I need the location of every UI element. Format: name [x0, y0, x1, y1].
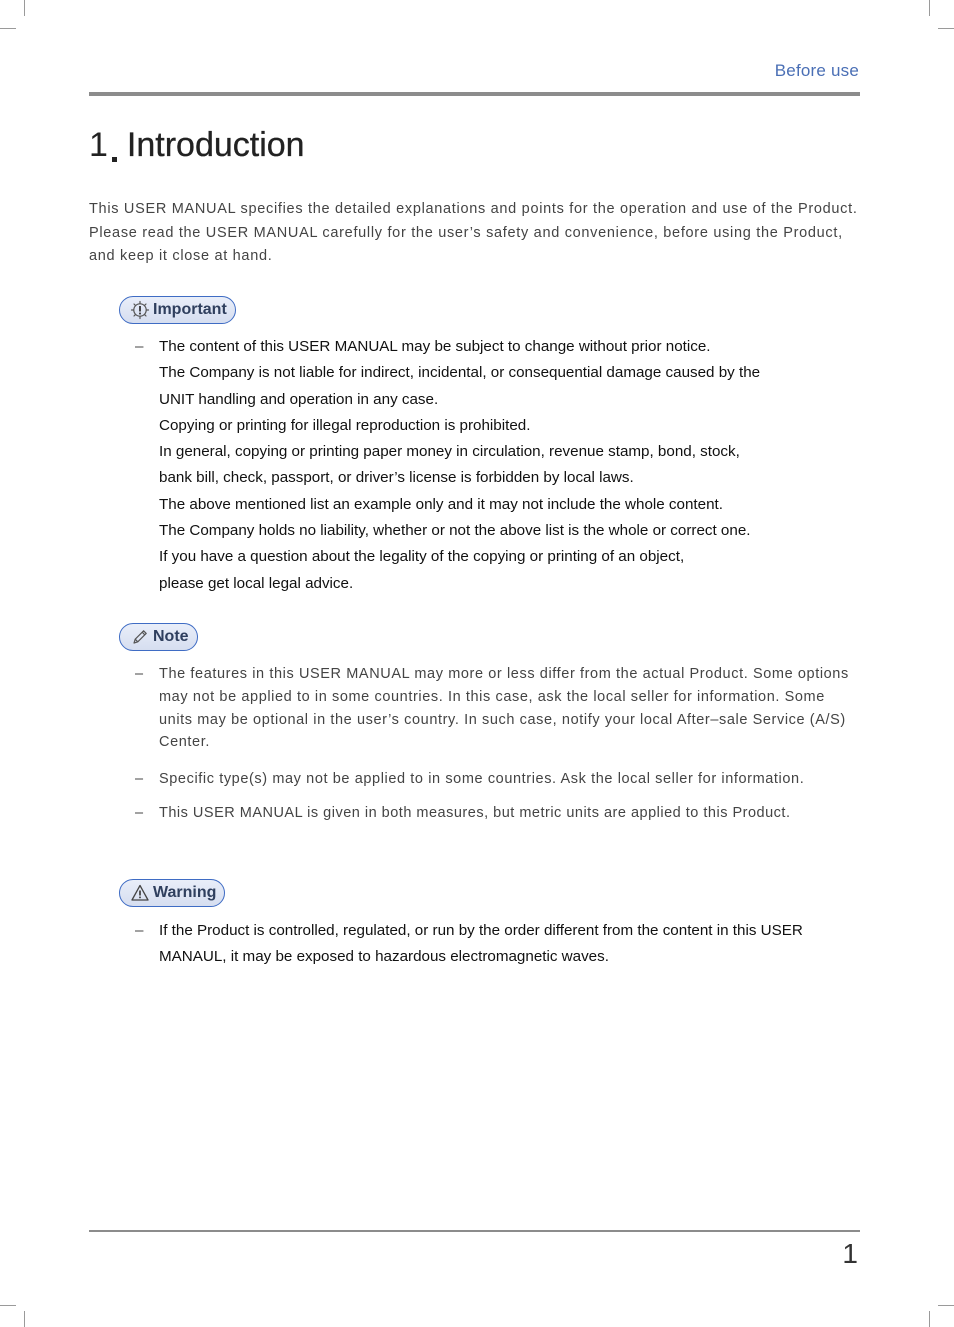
chapter-heading	[89, 126, 305, 165]
important-list	[135, 334, 860, 597]
chapter-dot	[112, 157, 117, 162]
crop-mark	[938, 28, 954, 29]
header-divider	[89, 92, 860, 96]
important-line: The Company holds no liability, whether or not the above list is the whole or correct one.	[159, 522, 751, 540]
important-line: The Company is not liable for indirect, incidental, or consequential damage caused by the	[159, 364, 761, 382]
intro-paragraph: This USER MANUAL specifies the detailed explanations and points for the operation and use of the Product. Please read the USER MANUAL carefully for the user’s safety and convenience, before using the Product, and keep it close at hand.	[89, 201, 858, 264]
note-text: This USER MANUAL is given in both measures, but metric units are applied to this Product.	[159, 805, 791, 822]
list-item	[135, 802, 860, 825]
important-line: Copying or printing for illegal reproduction is prohibited.	[159, 416, 531, 434]
important-line: If you have a question about the legality of the copying or printing of an object,	[159, 548, 685, 566]
note-label: Note	[153, 628, 189, 645]
important-label: Important	[153, 301, 227, 318]
page-number: 1	[842, 1238, 858, 1269]
warning-badge	[119, 879, 225, 907]
chapter-title: Introduction	[126, 126, 305, 164]
warning-label: Warning	[153, 884, 217, 901]
list-dash: –	[135, 666, 144, 682]
crop-mark	[929, 1311, 930, 1327]
important-line: bank bill, check, passport, or driver’s license is forbidden by local laws.	[159, 469, 634, 487]
list-dash: –	[135, 922, 144, 939]
crop-mark	[24, 0, 25, 16]
important-badge	[119, 296, 236, 324]
note-text: The features in this USER MANUAL may more or less differ from the actual Product. Some options may not be applied to in some countries. In this case, ask the local seller for information. Some units may be optional in the user’s country. In such case, notify your local After–sale Service (A/S) Center.	[159, 666, 849, 751]
crop-mark	[0, 28, 16, 29]
list-item	[135, 334, 860, 597]
section-label: Before use	[774, 61, 859, 80]
note-list	[135, 663, 860, 837]
list-item	[135, 663, 860, 754]
list-dash: –	[135, 771, 144, 788]
important-line: The content of this USER MANUAL may be subject to change without prior notice.	[159, 338, 711, 355]
list-dash: –	[135, 805, 144, 822]
note-text: Specific type(s) may not be applied to in some countries. Ask the local seller for information.	[159, 771, 805, 788]
list-dash: –	[135, 338, 144, 355]
list-item	[135, 766, 860, 792]
important-line: In general, copying or printing paper money in circulation, revenue stamp, bond, stock,	[159, 443, 740, 461]
footer-divider	[89, 1230, 860, 1232]
warning-list	[135, 918, 860, 971]
crop-mark	[929, 0, 930, 16]
exclamation-gear-icon	[130, 300, 150, 320]
important-line: UNIT handling and operation in any case.	[159, 390, 439, 408]
note-badge	[119, 623, 198, 651]
important-line: The above mentioned list an example only and it may not include the whole content.	[159, 495, 723, 513]
important-line: please get local legal advice.	[159, 574, 354, 592]
chapter-number: 1	[89, 126, 108, 164]
pencil-icon	[130, 627, 150, 647]
crop-mark	[24, 1311, 25, 1327]
crop-mark	[0, 1305, 16, 1306]
list-item	[135, 918, 860, 971]
crop-mark	[938, 1305, 954, 1306]
warning-triangle-icon	[130, 883, 150, 903]
warning-text: If the Product is controlled, regulated, or run by the order different from the content in this USER MANAUL, it may be exposed to hazardous electromagnetic waves.	[159, 922, 803, 966]
